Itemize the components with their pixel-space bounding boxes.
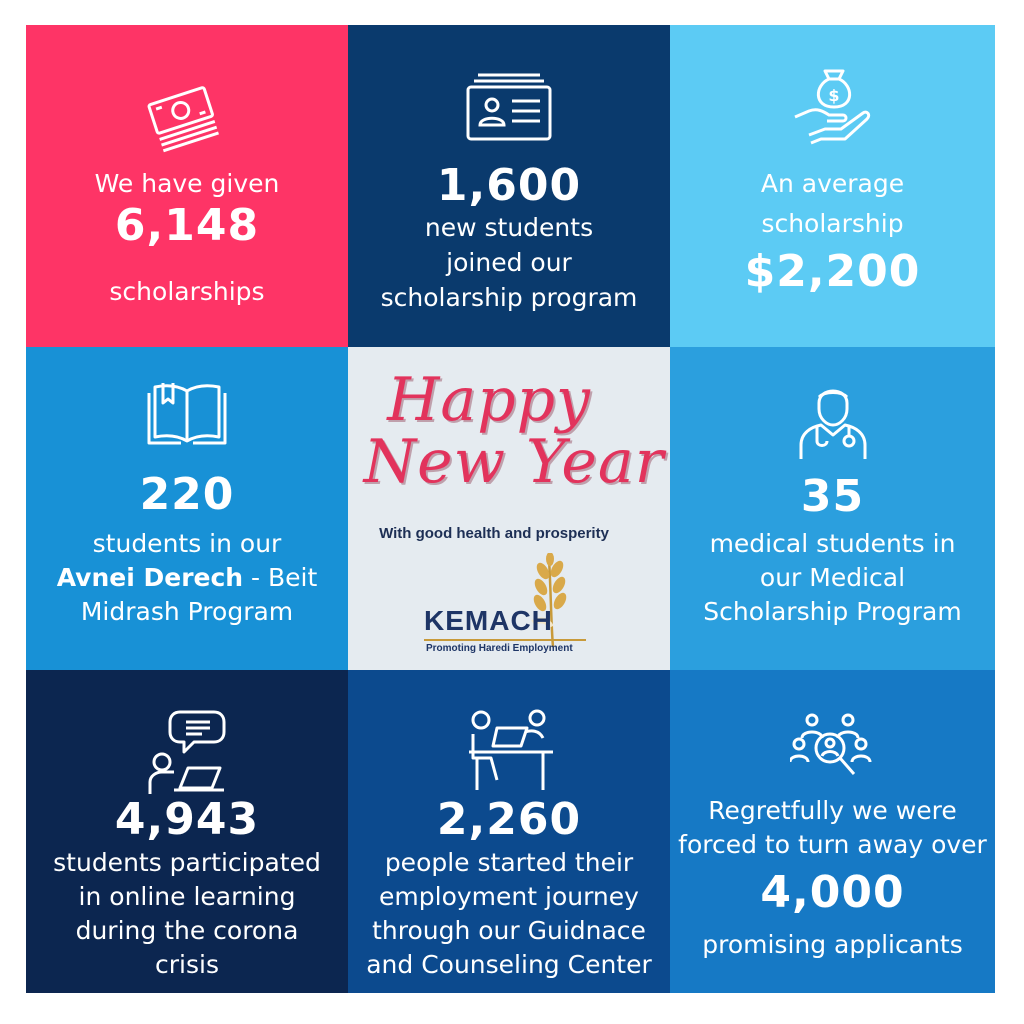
tile-new-year-greeting xyxy=(348,347,670,670)
scholarships-number: 6,148 xyxy=(114,200,260,251)
kemach-logo-name: KEMACH xyxy=(424,605,553,636)
money-stack-icon xyxy=(145,80,229,160)
tile-avnei-derech xyxy=(26,347,348,670)
online-number: 4,943 xyxy=(114,794,260,845)
avnei-line3: Midrash Program xyxy=(80,597,294,626)
average-number: $2,200 xyxy=(744,246,921,297)
applicants-number: 4,000 xyxy=(760,867,905,918)
medical-number: 35 xyxy=(800,471,865,522)
greeting-line1: Happy xyxy=(387,365,591,435)
people-search-icon xyxy=(790,712,876,782)
money-bag-hand-icon xyxy=(791,61,875,145)
kemach-logo-underline xyxy=(424,639,586,641)
new-students-number: 1,600 xyxy=(436,160,582,211)
new-students-line3: scholarship program xyxy=(380,283,638,312)
scholarships-line2: scholarships xyxy=(109,277,265,306)
average-line1: An average xyxy=(760,169,905,198)
employment-line4: and Counseling Center xyxy=(366,950,652,979)
svg-text:$: $ xyxy=(827,86,840,105)
online-line3: during the corona xyxy=(75,916,299,945)
avnei-line1: students in our xyxy=(92,529,282,558)
tile-scholarships xyxy=(26,25,348,347)
avnei-line2 xyxy=(26,561,348,595)
avnei-number: 220 xyxy=(139,469,235,520)
new-students-line1: new students xyxy=(424,213,594,242)
tile-medical xyxy=(670,347,995,670)
employment-line3: through our Guidnace xyxy=(372,916,646,945)
medical-line2: our Medical xyxy=(759,563,906,592)
medical-line3: Scholarship Program xyxy=(703,597,962,626)
online-learning-icon xyxy=(144,708,230,796)
greeting-line2: New Year xyxy=(363,427,665,497)
tile-online-learning xyxy=(26,670,348,993)
scholarships-line1: We have given xyxy=(94,169,280,198)
avnei-line2-rest: - Beit xyxy=(243,563,318,592)
medical-line1: medical students in xyxy=(709,529,956,558)
online-line4: crisis xyxy=(155,950,219,979)
employment-line2: employment journey xyxy=(379,882,639,911)
tile-average-scholarship xyxy=(670,25,995,347)
employment-line1: people started their xyxy=(384,848,634,877)
applicants-line3: promising applicants xyxy=(702,930,963,959)
applicants-line2: forced to turn away over xyxy=(678,830,987,859)
greeting-tagline: With good health and prosperity xyxy=(379,525,609,542)
stats-grid xyxy=(26,25,995,993)
average-line2: scholarship xyxy=(761,209,904,238)
tile-applicants xyxy=(670,670,995,993)
tile-employment xyxy=(348,670,670,993)
counseling-desk-icon xyxy=(463,708,555,792)
doctor-icon xyxy=(797,375,869,461)
employment-number: 2,260 xyxy=(436,794,582,845)
online-line1: students participated xyxy=(53,848,321,877)
applicants-line1: Regretfully we were xyxy=(708,796,957,825)
new-students-line2: joined our xyxy=(446,248,572,277)
kemach-logo-subtitle: Promoting Haredi Employment xyxy=(426,643,573,654)
avnei-program-name: Avnei Derech xyxy=(56,563,244,592)
tile-new-students xyxy=(348,25,670,347)
online-line2: in online learning xyxy=(78,882,296,911)
id-card-icon xyxy=(464,69,554,143)
open-book-icon xyxy=(145,379,229,447)
